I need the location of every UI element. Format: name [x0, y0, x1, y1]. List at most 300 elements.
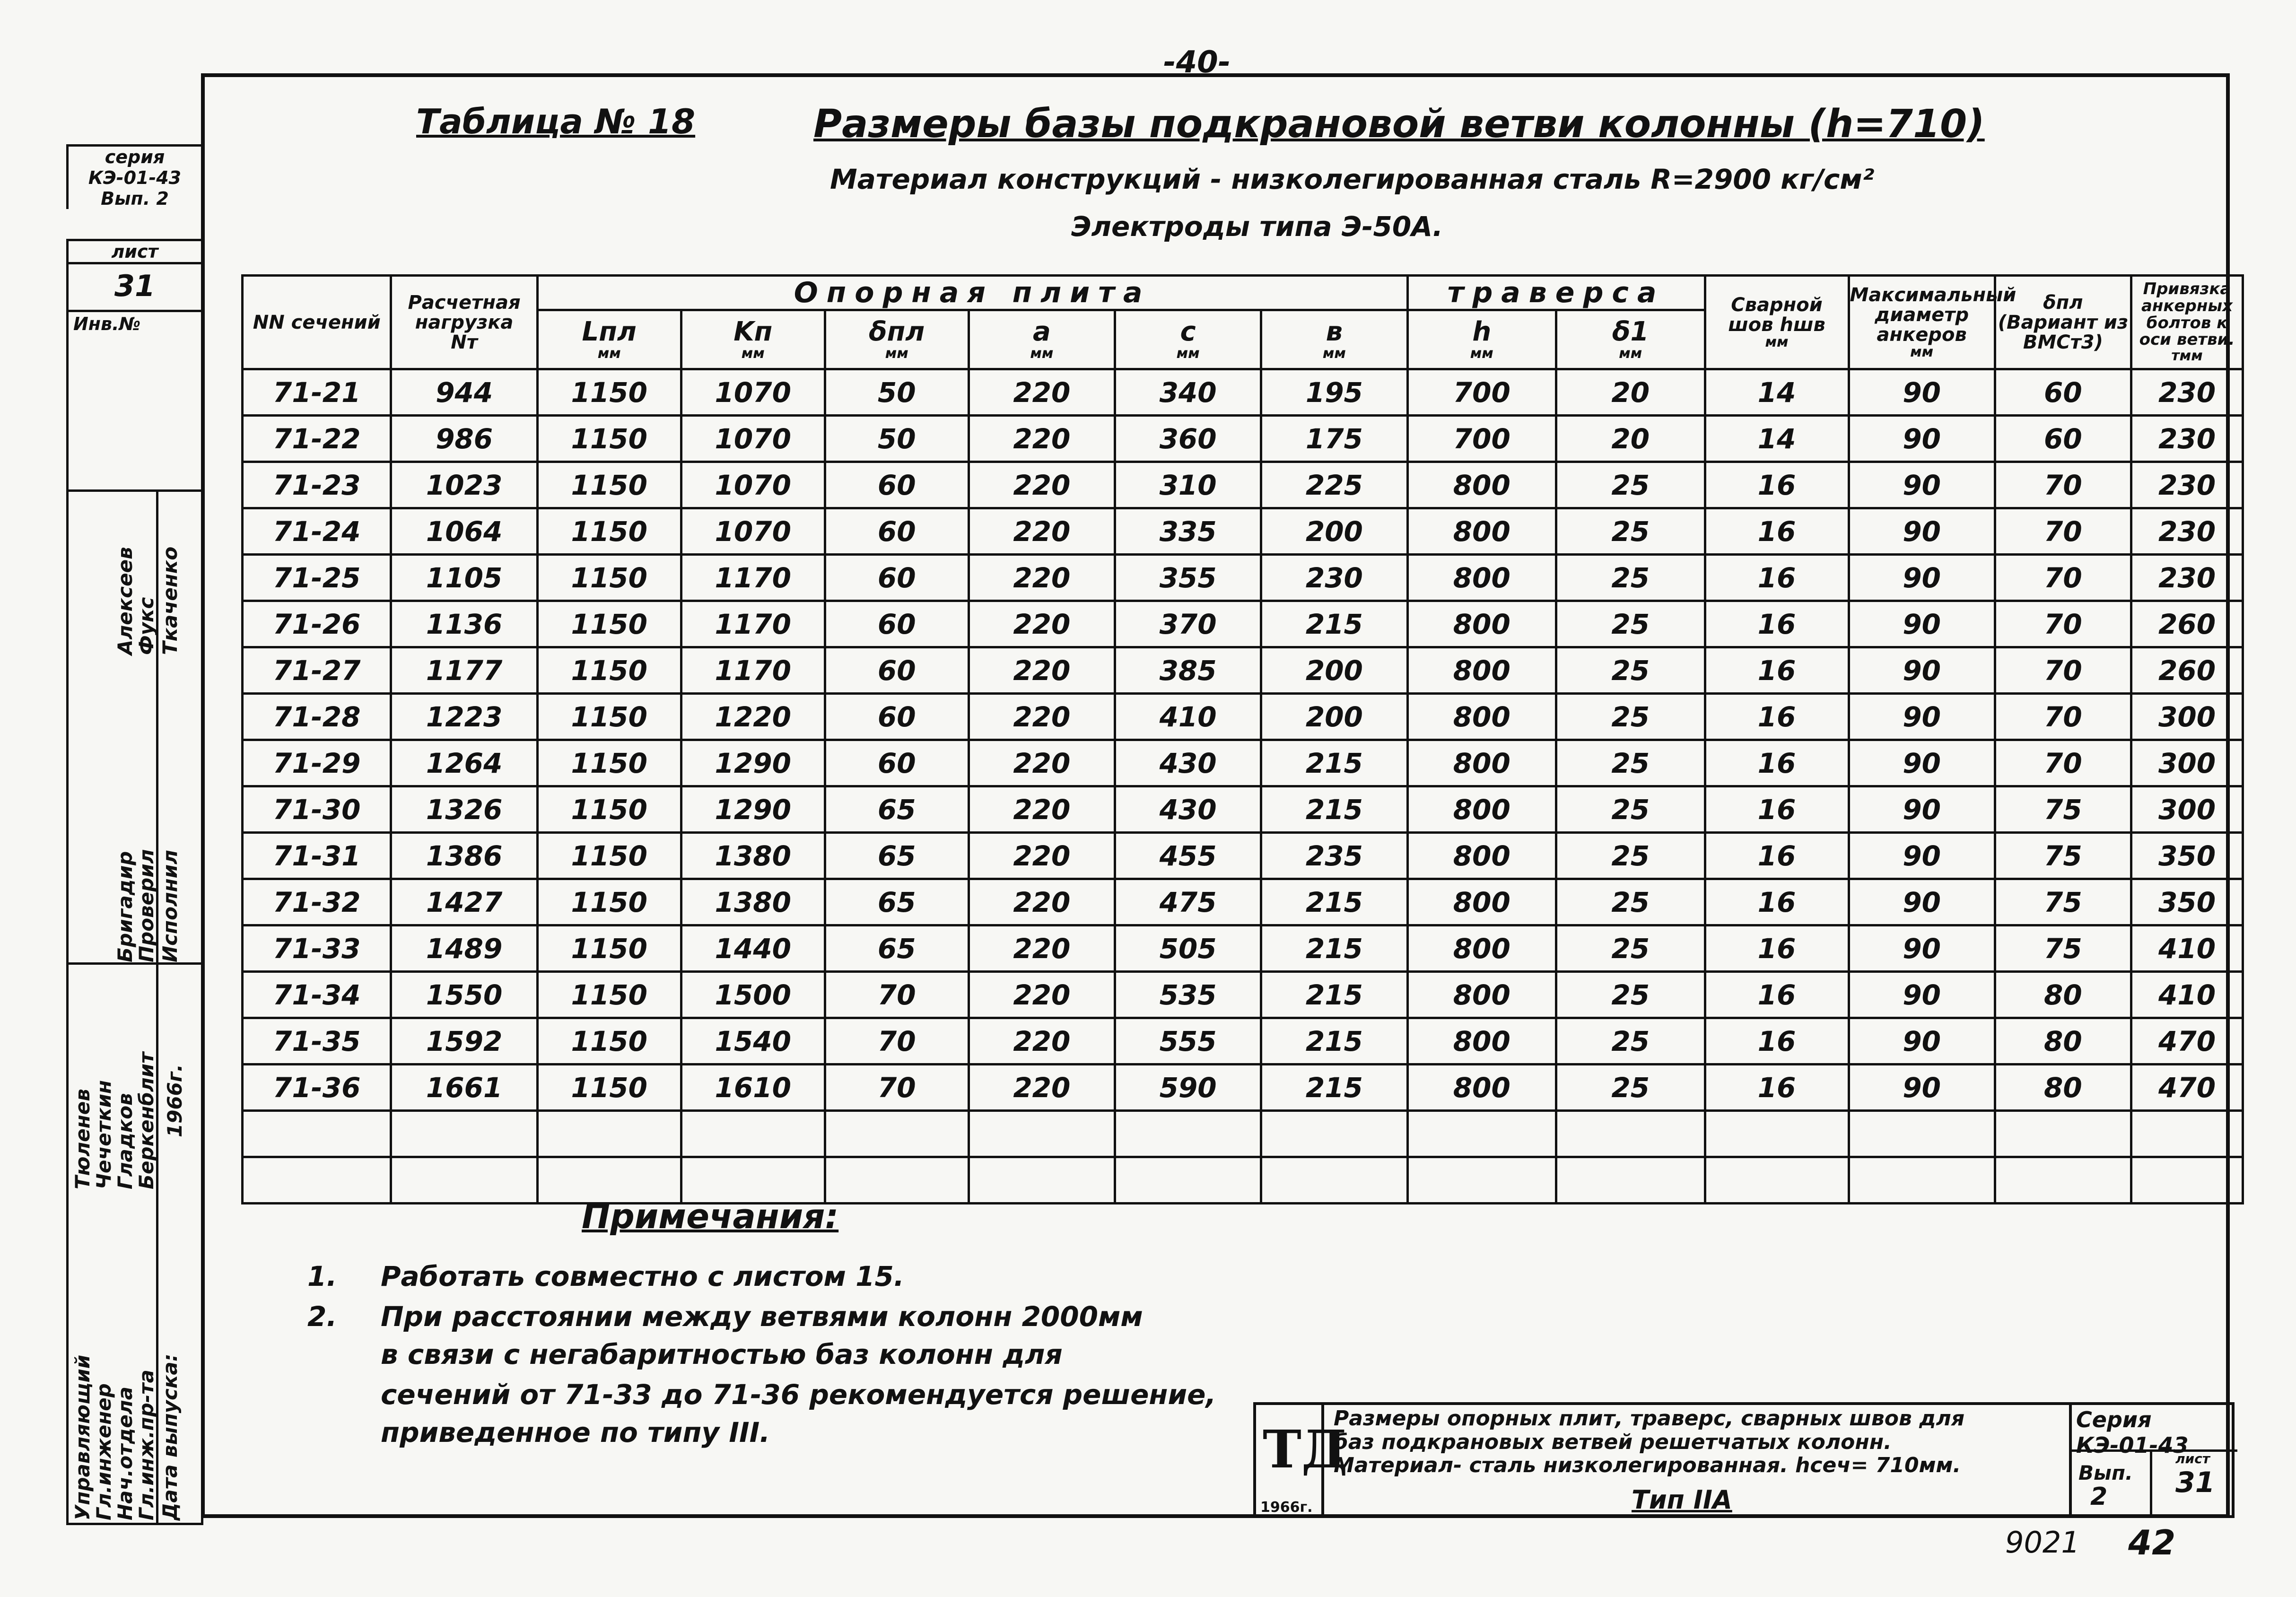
table-cell-empty [243, 1157, 391, 1204]
table-cell: 1610 [681, 1065, 825, 1111]
table-cell: 1386 [391, 833, 537, 879]
table-cell: 1380 [681, 879, 825, 925]
table-cell: 410 [2131, 972, 2243, 1018]
table-cell: 215 [1261, 740, 1407, 786]
table-cell: 50 [825, 416, 969, 462]
role-3: Гл.инж.пр-та [135, 1370, 158, 1520]
table-cell: 1150 [537, 1018, 681, 1065]
table-cell: 1150 [537, 740, 681, 786]
side-series-value: КЭ-01-43 [88, 167, 182, 188]
table-cell: 71-22 [243, 416, 391, 462]
table-cell: 25 [1556, 1018, 1705, 1065]
header-plate-label: c [1180, 316, 1196, 347]
table-cell: 385 [1115, 647, 1261, 694]
note-1-line: Работать совместно с листом 15. [381, 1260, 904, 1292]
header-load-label: Расчетная нагрузка [408, 291, 521, 333]
tb-issue-value: 2 [2090, 1483, 2108, 1511]
name-3: Беркенблит [135, 1052, 158, 1189]
table-cell: 20 [1556, 369, 1705, 416]
material-line: Материал конструкций - низколегированная сталь R=2900 кг/см² [830, 163, 1875, 195]
table-cell: 225 [1261, 462, 1407, 508]
table-cell: 90 [1849, 879, 1995, 925]
table-cell: 340 [1115, 369, 1261, 416]
table-cell: 410 [1115, 694, 1261, 740]
table-cell: 16 [1705, 972, 1849, 1018]
header-traverse-col [1556, 310, 1705, 369]
header-plate-unit: мм [1176, 345, 1200, 362]
table-cell: 700 [1407, 416, 1556, 462]
table-cell: 220 [969, 694, 1115, 740]
table-cell-empty [1261, 1157, 1407, 1204]
table-cell-empty [1115, 1111, 1261, 1157]
table-row [243, 833, 2243, 879]
header-traverse-label: h [1472, 316, 1492, 347]
table-cell: 220 [969, 555, 1115, 601]
table-cell: 220 [969, 972, 1115, 1018]
tb-series-label: Серия [2076, 1407, 2152, 1432]
tb-series-value: КЭ-01-43 [2076, 1432, 2189, 1458]
page-number: -40- [1163, 45, 1231, 80]
table-cell: 60 [1995, 369, 2131, 416]
desc-line: Материал- сталь низколегированная. hсеч= 710мм. [1334, 1453, 1961, 1478]
note-2-line: сечений от 71-33 до 71-36 рекомендуется решение, [381, 1379, 1216, 1411]
table-cell: 200 [1261, 647, 1407, 694]
table-cell: 70 [1995, 694, 2131, 740]
table-cell: 430 [1115, 740, 1261, 786]
header-weld-label: Сварной шов hшв [1728, 294, 1825, 336]
table-cell: 215 [1261, 601, 1407, 647]
table-cell: 14 [1705, 369, 1849, 416]
table-row [243, 508, 2243, 555]
table-cell: 260 [2131, 601, 2243, 647]
table-cell: 71-27 [243, 647, 391, 694]
table-cell: 70 [1995, 740, 2131, 786]
table-cell: 16 [1705, 740, 1849, 786]
title-block-type: Тип IIА [1632, 1485, 1732, 1515]
table-row [243, 462, 2243, 508]
header-plate-col [969, 310, 1115, 369]
table-cell: 71-23 [243, 462, 391, 508]
header-plate-label: Lпл [582, 316, 637, 347]
table-cell: 60 [825, 508, 969, 555]
side-sheet-number: 31 [66, 262, 203, 312]
header-weld [1705, 276, 1849, 369]
table-number: Таблица № 18 [416, 102, 696, 141]
table-cell: 75 [1995, 879, 2131, 925]
table-cell: 1136 [391, 601, 537, 647]
name-0: Тюленев [71, 1089, 94, 1189]
table-cell: 700 [1407, 369, 1556, 416]
table-cell: 215 [1261, 1018, 1407, 1065]
header-plate-unit: мм [885, 345, 908, 362]
table-cell: 800 [1407, 879, 1556, 925]
table-cell: 25 [1556, 833, 1705, 879]
table-cell-empty [825, 1157, 969, 1204]
table-cell: 90 [1849, 555, 1995, 601]
table-row-empty [243, 1111, 2243, 1157]
table-cell: 90 [1849, 786, 1995, 833]
table-cell: 1500 [681, 972, 825, 1018]
table-cell: 1177 [391, 647, 537, 694]
table-cell: 260 [2131, 647, 2243, 694]
header-binding-label: Привязка анкерных болтов к оси ветви. [2139, 279, 2235, 349]
header-load [391, 276, 537, 369]
footer-code: 9021 [2005, 1525, 2080, 1560]
table-cell: 350 [2131, 833, 2243, 879]
header-weld-unit: мм [1765, 333, 1789, 350]
table-cell: 16 [1705, 462, 1849, 508]
table-cell: 800 [1407, 601, 1556, 647]
table-cell: 220 [969, 508, 1115, 555]
table-cell: 1592 [391, 1018, 537, 1065]
table-cell: 220 [969, 786, 1115, 833]
table-cell-empty [1995, 1157, 2131, 1204]
table-row-empty [243, 1157, 2243, 1204]
table-cell: 1150 [537, 555, 681, 601]
name2-0: Алексеев [113, 547, 137, 655]
header-traverse-label: δ1 [1612, 316, 1649, 347]
table-cell: 220 [969, 369, 1115, 416]
table-cell: 235 [1261, 833, 1407, 879]
table-cell: 70 [1995, 555, 2131, 601]
table-cell: 220 [969, 462, 1115, 508]
table-cell: 1150 [537, 833, 681, 879]
header-anchor [1849, 276, 2017, 369]
table-cell: 1150 [537, 1065, 681, 1111]
table-cell: 1150 [537, 694, 681, 740]
table-row [243, 647, 2243, 694]
table-cell: 90 [1849, 694, 1995, 740]
page-title: Размеры базы подкрановой ветви колонны (h=710) [813, 102, 1985, 147]
table-cell-empty [969, 1157, 1115, 1204]
table-cell: 90 [1849, 462, 1995, 508]
table-cell: 1150 [537, 879, 681, 925]
table-cell: 200 [1261, 508, 1407, 555]
table-cell: 230 [2131, 462, 2243, 508]
table-cell: 1440 [681, 925, 825, 972]
table-cell: 800 [1407, 740, 1556, 786]
table-cell: 800 [1407, 1065, 1556, 1111]
role2-0: Бригадир [113, 851, 137, 962]
table-cell: 16 [1705, 508, 1849, 555]
header-binding [2131, 276, 2243, 369]
header-plate-col [537, 310, 681, 369]
header-binding-unit: тмм [2171, 348, 2203, 365]
table-cell: 535 [1115, 972, 1261, 1018]
table-cell: 800 [1407, 972, 1556, 1018]
table-cell: 800 [1407, 925, 1556, 972]
title-block-description [1334, 1407, 2067, 1477]
table-cell-empty [1261, 1111, 1407, 1157]
side-inv-box [66, 310, 203, 492]
table-row [243, 1065, 2243, 1111]
header-traverse-group: траверса [1407, 276, 1705, 310]
table-cell: 1070 [681, 369, 825, 416]
table-cell: 70 [825, 1018, 969, 1065]
table-cell: 90 [1849, 972, 1995, 1018]
table-cell: 71-31 [243, 833, 391, 879]
table-cell: 230 [2131, 369, 2243, 416]
role-1: Гл.инженер [92, 1383, 115, 1520]
table-cell: 350 [2131, 879, 2243, 925]
table-cell: 75 [1995, 925, 2131, 972]
table-cell: 300 [2131, 786, 2243, 833]
table-cell: 1150 [537, 647, 681, 694]
table-cell: 220 [969, 1018, 1115, 1065]
table-cell: 1540 [681, 1018, 825, 1065]
name-2: Гладков [113, 1093, 137, 1189]
name-1: Чечеткин [92, 1080, 115, 1189]
table-cell: 1264 [391, 740, 537, 786]
header-plate-unit: мм [741, 345, 765, 362]
table-cell: 71-30 [243, 786, 391, 833]
table-cell: 90 [1849, 740, 1995, 786]
table-cell: 50 [825, 369, 969, 416]
table-cell: 230 [2131, 416, 2243, 462]
table-cell: 800 [1407, 555, 1556, 601]
table-cell: 90 [1849, 647, 1995, 694]
header-plate-label: a [1032, 316, 1051, 347]
table-cell-empty [1995, 1111, 2131, 1157]
table-cell: 215 [1261, 925, 1407, 972]
table-cell: 16 [1705, 1018, 1849, 1065]
table-cell: 60 [825, 462, 969, 508]
table-cell: 14 [1705, 416, 1849, 462]
table-cell: 195 [1261, 369, 1407, 416]
table-cell: 90 [1849, 508, 1995, 555]
header-plate-label: δпл [869, 316, 925, 347]
table-cell: 25 [1556, 1065, 1705, 1111]
table-row [243, 1018, 2243, 1065]
table-cell: 220 [969, 879, 1115, 925]
table-cell: 475 [1115, 879, 1261, 925]
table-cell: 90 [1849, 1018, 1995, 1065]
table-cell: 1220 [681, 694, 825, 740]
table-cell: 230 [2131, 508, 2243, 555]
header-plate-label: Kп [733, 316, 773, 347]
table-row [243, 925, 2243, 972]
table-cell-empty [969, 1111, 1115, 1157]
table-cell-empty [1849, 1111, 1995, 1157]
table-cell: 220 [969, 1065, 1115, 1111]
tb-sheet-value: 31 [2175, 1466, 2215, 1499]
table-cell: 16 [1705, 1065, 1849, 1111]
table-cell: 220 [969, 416, 1115, 462]
title-block-year: 1966г. [1260, 1499, 1313, 1516]
table-cell: 410 [2131, 925, 2243, 972]
table-cell: 60 [825, 694, 969, 740]
table-cell-empty [825, 1111, 969, 1157]
table-cell: 590 [1115, 1065, 1261, 1111]
note-2-line: приведенное по типу III. [381, 1416, 770, 1449]
table-cell: 310 [1115, 462, 1261, 508]
table-cell: 1150 [537, 925, 681, 972]
table-cell: 455 [1115, 833, 1261, 879]
table-row [243, 555, 2243, 601]
table-cell: 200 [1261, 694, 1407, 740]
table-cell: 220 [969, 601, 1115, 647]
header-plate-col [681, 310, 825, 369]
table-cell: 1661 [391, 1065, 537, 1111]
table-row [243, 740, 2243, 786]
table-cell: 215 [1261, 1065, 1407, 1111]
table-cell: 71-36 [243, 1065, 391, 1111]
table-cell: 25 [1556, 508, 1705, 555]
role-0: Управляющий [71, 1354, 94, 1520]
table-cell: 65 [825, 925, 969, 972]
table-cell: 300 [2131, 694, 2243, 740]
header-plate-unit: мм [597, 345, 621, 362]
desc-line: Размеры опорных плит, траверс, сварных швов для [1334, 1406, 1965, 1431]
header-anchor-label: Максимальный диаметр анкеров [1850, 284, 2017, 346]
role2-2: Исполнил [158, 850, 182, 962]
table-row [243, 601, 2243, 647]
table-cell: 71-21 [243, 369, 391, 416]
table-cell: 16 [1705, 925, 1849, 972]
table-cell: 71-33 [243, 925, 391, 972]
table-cell: 1326 [391, 786, 537, 833]
table-cell: 215 [1261, 879, 1407, 925]
table-cell: 90 [1849, 833, 1995, 879]
footer-number: 42 [2128, 1523, 2176, 1562]
table-cell: 1070 [681, 416, 825, 462]
table-cell: 215 [1261, 972, 1407, 1018]
table-cell: 1489 [391, 925, 537, 972]
table-cell: 90 [1849, 1065, 1995, 1111]
table-cell: 1070 [681, 462, 825, 508]
table-cell: 360 [1115, 416, 1261, 462]
note-2-line: в связи с негабаритностью баз колонн для [381, 1338, 1063, 1370]
side-inv-label: Инв.№ [73, 314, 141, 334]
table-cell: 71-25 [243, 555, 391, 601]
header-plate-col [825, 310, 969, 369]
table-cell: 1150 [537, 416, 681, 462]
table-cell: 71-28 [243, 694, 391, 740]
header-traverse-unit: мм [1619, 345, 1642, 362]
table-cell: 90 [1849, 416, 1995, 462]
table-cell: 175 [1261, 416, 1407, 462]
td-logo: ТД [1263, 1419, 1348, 1480]
table-cell: 355 [1115, 555, 1261, 601]
table-cell: 70 [1995, 462, 2131, 508]
tb-issue-label: Вып. [2078, 1461, 2133, 1484]
header-anchor-unit: мм [1910, 343, 1934, 360]
tb-sheet-label: лист [2175, 1451, 2210, 1466]
note-1-number: 1. [307, 1260, 337, 1292]
note-2-line: При расстоянии между ветвями колонн 2000мм [381, 1300, 1143, 1333]
table-cell: 60 [1995, 416, 2131, 462]
side-series-box [66, 144, 203, 209]
table-cell: 800 [1407, 647, 1556, 694]
table-cell: 1550 [391, 972, 537, 1018]
side-series-label: серия [105, 147, 165, 167]
table-row [243, 879, 2243, 925]
table-cell: 1380 [681, 833, 825, 879]
header-plate-label: в [1326, 316, 1343, 347]
table-cell: 65 [825, 833, 969, 879]
table-row [243, 416, 2243, 462]
table-cell-empty [391, 1157, 537, 1204]
table-cell: 25 [1556, 879, 1705, 925]
table-cell: 1150 [537, 601, 681, 647]
table-row [243, 972, 2243, 1018]
table-cell: 505 [1115, 925, 1261, 972]
table-cell: 555 [1115, 1018, 1261, 1065]
electrodes-line: Электроды типа Э-50А. [1071, 210, 1443, 243]
table-row [243, 694, 2243, 740]
table-cell: 1023 [391, 462, 537, 508]
table-cell: 1105 [391, 555, 537, 601]
table-cell: 1170 [681, 601, 825, 647]
table-cell: 70 [1995, 601, 2131, 647]
table-cell: 25 [1556, 462, 1705, 508]
name-4: 1966г. [163, 1064, 186, 1137]
table-cell-empty [1705, 1111, 1849, 1157]
table-cell: 220 [969, 647, 1115, 694]
table-cell: 65 [825, 879, 969, 925]
header-plate-unit: мм [1030, 345, 1054, 362]
table-cell: 800 [1407, 1018, 1556, 1065]
table-cell: 80 [1995, 1018, 2131, 1065]
table-cell: 71-34 [243, 972, 391, 1018]
table-cell: 1064 [391, 508, 537, 555]
header-traverse-col [1407, 310, 1556, 369]
table-cell: 25 [1556, 740, 1705, 786]
table-cell: 1150 [537, 369, 681, 416]
table-cell: 986 [391, 416, 537, 462]
table-cell: 800 [1407, 786, 1556, 833]
table-cell: 71-29 [243, 740, 391, 786]
table-cell: 1150 [537, 786, 681, 833]
table-cell: 25 [1556, 694, 1705, 740]
header-delta-pl: δпл (Вариант из ВМСт3) [1995, 276, 2131, 369]
table-cell: 90 [1849, 925, 1995, 972]
table-cell: 1290 [681, 786, 825, 833]
header-plate-col [1115, 310, 1261, 369]
table-cell: 80 [1995, 972, 2131, 1018]
table-cell-empty [1705, 1157, 1849, 1204]
table-cell: 1150 [537, 462, 681, 508]
table-cell-empty [1556, 1157, 1705, 1204]
table-cell: 230 [1261, 555, 1407, 601]
table-cell: 25 [1556, 555, 1705, 601]
header-plate-col [1261, 310, 1407, 369]
table-cell: 1170 [681, 647, 825, 694]
table-cell: 60 [825, 740, 969, 786]
table-cell: 1427 [391, 879, 537, 925]
header-plate-unit: мм [1322, 345, 1346, 362]
table-cell: 75 [1995, 833, 2131, 879]
table-cell-empty [681, 1111, 825, 1157]
header-traverse-unit: мм [1470, 345, 1493, 362]
table-cell: 16 [1705, 555, 1849, 601]
table-cell: 16 [1705, 786, 1849, 833]
table-cell-empty [1556, 1111, 1705, 1157]
table-cell: 65 [825, 786, 969, 833]
side-sheet-label: лист [66, 239, 203, 264]
table-cell: 70 [1995, 647, 2131, 694]
table-cell: 90 [1849, 369, 1995, 416]
table-cell: 1170 [681, 555, 825, 601]
table-cell-empty [1407, 1111, 1556, 1157]
table-cell: 71-24 [243, 508, 391, 555]
table-cell: 220 [969, 833, 1115, 879]
table-cell: 90 [1849, 601, 1995, 647]
table-cell-empty [391, 1111, 537, 1157]
table-cell: 1070 [681, 508, 825, 555]
table-cell: 60 [825, 555, 969, 601]
table-row [243, 369, 2243, 416]
